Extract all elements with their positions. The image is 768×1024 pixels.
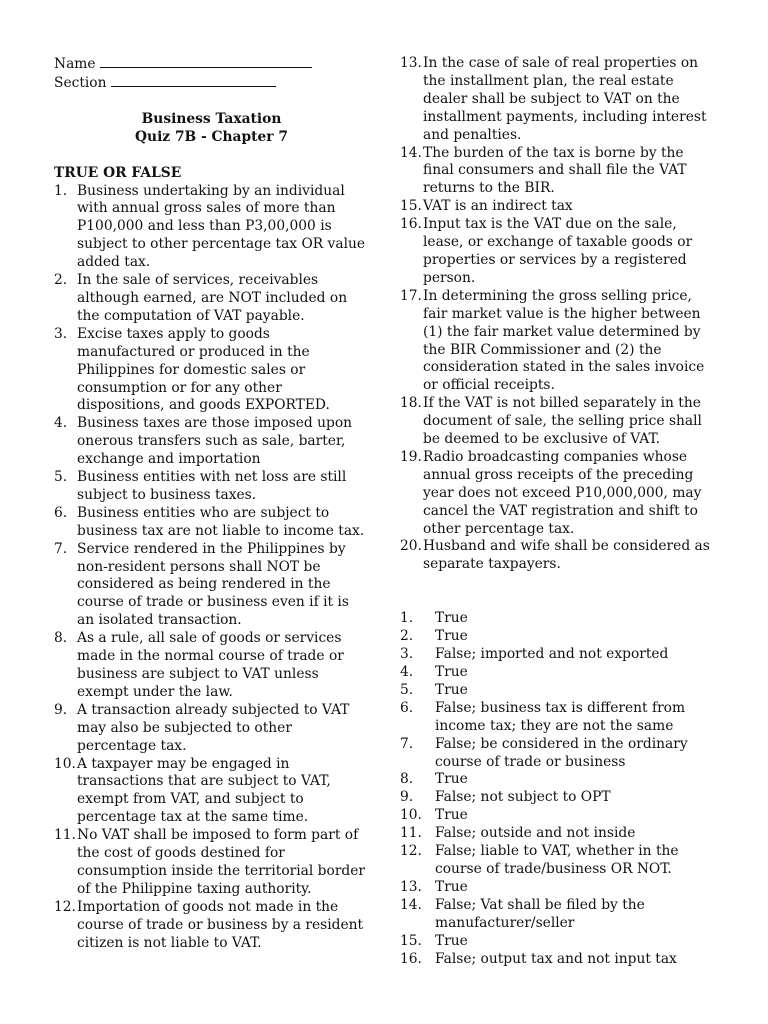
question-item-number: 3. [54,325,68,342]
question-item-text: A transaction already subjected to VAT may also be subjected to other percentage tax. [77,701,350,754]
question-item-number: 9. [54,701,68,718]
answer-item [400,771,716,789]
question-item-number: 15. [400,198,422,215]
question-item [54,505,369,541]
answer-item-number: 15. [400,932,422,949]
right-column [400,55,716,968]
answer-item-number: 12. [400,843,422,860]
answer-item-number: 5. [400,681,414,698]
question-item [54,899,369,953]
question-item-text: No VAT shall be imposed to form part of the cost of goods destined for consumption inside the territorial border of the Philippine taxing authority. [77,827,366,897]
question-item [400,449,716,539]
answer-item [400,610,716,628]
question-item [400,288,716,395]
question-item-number: 5. [54,469,68,486]
question-item [400,216,716,288]
answer-item-number: 10. [400,807,422,824]
answer-item-text: False; Vat shall be filed by the manufacturer/seller [435,896,645,931]
section-blank-line [111,74,276,87]
answer-item [400,682,716,700]
name-blank-line [100,55,312,68]
name-label: Name [54,56,96,72]
answer-item-text: False; not subject to OPT [435,789,611,806]
question-item-text: A taxpayer may be engaged in transactions that are subject to VAT, exempt from VAT, and subject to percentage tax at the same time. [77,755,331,826]
question-item-number: 12. [54,898,76,915]
quiz-title: Quiz 7B - Chapter 7 [135,128,288,145]
section-heading: TRUE OR FALSE [54,164,182,181]
question-item [400,395,716,449]
question-item [54,630,369,702]
answer-item [400,628,716,646]
question-item-number: 2. [54,272,68,289]
question-item-number: 17. [400,287,422,304]
question-item-text: Business entities who are subject to business tax are not liable to income tax. [77,504,365,539]
answer-item-number: 16. [400,950,422,967]
question-item-number: 7. [54,540,68,557]
answer-item-text: False; output tax and not input tax [435,950,677,967]
answer-item-text: True [435,771,468,788]
question-item [54,827,369,899]
question-item [54,702,369,756]
question-item [54,469,369,505]
answer-item-number: 4. [400,664,414,680]
question-item-number: 18. [400,395,422,412]
answer-item-text: True [435,681,468,698]
question-item-number: 4. [54,415,68,432]
question-item [54,183,369,273]
answer-item-text: True [435,664,468,680]
question-item-text: In the sale of services, receivables although earned, are NOT included on the computation of VAT payable. [77,272,348,324]
answer-item-number: 3. [400,646,414,663]
question-item [54,756,369,828]
question-item-text: Radio broadcasting companies whose annual gross receipts of the preceding year does not exceed P10,000,000, may cancel the VAT registration and shift to other percentage tax. [423,448,702,537]
answer-item-text: False; imported and not exported [435,646,669,663]
answer-item-number: 6. [400,699,414,716]
answer-item-number: 14. [400,896,422,913]
question-item [400,55,716,145]
answer-item [400,843,716,879]
question-item-number: 13. [400,55,422,71]
question-item [54,541,369,631]
answer-item [400,951,716,969]
answer-item [400,825,716,843]
question-item [54,326,369,416]
question-item-text: Business undertaking by an individual with annual gross sales of more than P100,000 and less than P3,00,000 is subject to other percentage tax OR value added tax. [77,182,366,271]
answer-item-number: 13. [400,878,422,895]
answer-item-number: 2. [400,628,414,645]
question-list-left [54,183,369,953]
answer-item [400,897,716,933]
question-item-text: In determining the gross selling price, fair market value is the higher between (1) the fair market value determined by the BIR Commissioner and (2) the consideration stated in the sales invoice or official receipts. [423,287,705,394]
answer-item [400,664,716,682]
answer-item-text: True [435,610,468,627]
name-field [54,55,369,74]
section-label: Section [54,74,107,91]
question-item-number: 14. [400,144,422,161]
answer-item-text: True [435,807,468,824]
answer-item-text: False; business tax is different from income tax; they are not the same [435,699,686,734]
answer-item-number: 1. [400,610,414,627]
question-item [400,198,716,216]
answer-item-number: 11. [400,825,422,842]
answer-item-number: 7. [400,735,414,752]
answer-item [400,700,716,736]
left-column [54,55,369,953]
question-item-text: Business entities with net loss are still subject to business taxes. [77,469,347,503]
answer-item-text: False; be considered in the ordinary course of trade or business [435,735,688,770]
question-item-text: Input tax is the VAT due on the sale, lease, or exchange of taxable goods or properties or services by a registered person. [423,216,693,286]
answer-item-text: True [435,932,468,949]
question-item-number: 19. [400,448,422,465]
question-item-number: 1. [54,182,68,199]
answer-item [400,807,716,825]
question-item-text: The burden of the tax is borne by the final consumers and shall file the VAT returns to the BIR. [423,144,687,197]
answer-item [400,646,716,664]
answer-item [400,879,716,897]
section-field [54,74,369,93]
answer-item-text: True [435,878,468,895]
question-item-text: In the case of sale of real properties on the installment plan, the real estate dealer shall be subject to VAT on the installment payments, including interest and penalties. [423,55,707,143]
answer-item [400,736,716,772]
question-item-number: 11. [54,827,76,844]
question-item-text: Service rendered in the Philippines by non-resident persons shall NOT be considered as being rendered in the course of trade or business even if it is an isolated transaction. [77,540,349,629]
answer-item [400,933,716,951]
question-item-number: 20. [400,538,422,555]
answer-item-number: 9. [400,789,414,806]
question-item-text: As a rule, all sale of goods or services made in the normal course of trade or business are subject to VAT unless exempt under the law. [77,630,344,700]
question-list-right [400,55,716,574]
answer-item-text: True [435,628,468,645]
answer-key-list [400,610,716,968]
question-item-text: VAT is an indirect tax [423,198,573,215]
question-item-number: 6. [54,504,68,521]
question-item [400,538,716,574]
question-item [54,415,369,469]
question-item-number: 10. [54,755,76,772]
question-item-text: If the VAT is not billed separately in the document of sale, the selling price shall be deemed to be exclusive of VAT. [423,395,702,448]
question-item-text: Excise taxes apply to goods manufactured or produced in the Philippines for domestic sales or consumption or for any other dispositions, and goods EXPORTED. [77,325,330,414]
question-item-text: Husband and wife shall be considered as separate taxpayers. [423,538,710,573]
answer-item-text: False; outside and not inside [435,825,636,842]
question-item-text: Importation of goods not made in the course of trade or business by a resident citizen is not liable to VAT. [77,898,364,951]
question-item [54,272,369,326]
answer-item-text: False; liable to VAT, whether in the course of trade/business OR NOT. [435,843,679,877]
question-item [400,145,716,199]
answer-item [400,789,716,807]
question-item-number: 8. [54,630,68,647]
course-title: Business Taxation [141,110,282,127]
answer-item-number: 8. [400,771,414,788]
question-item-text: Business taxes are those imposed upon onerous transfers such as sale, barter, exchange and importation [77,415,353,468]
question-item-number: 16. [400,216,422,233]
quiz-title-block [54,111,369,147]
